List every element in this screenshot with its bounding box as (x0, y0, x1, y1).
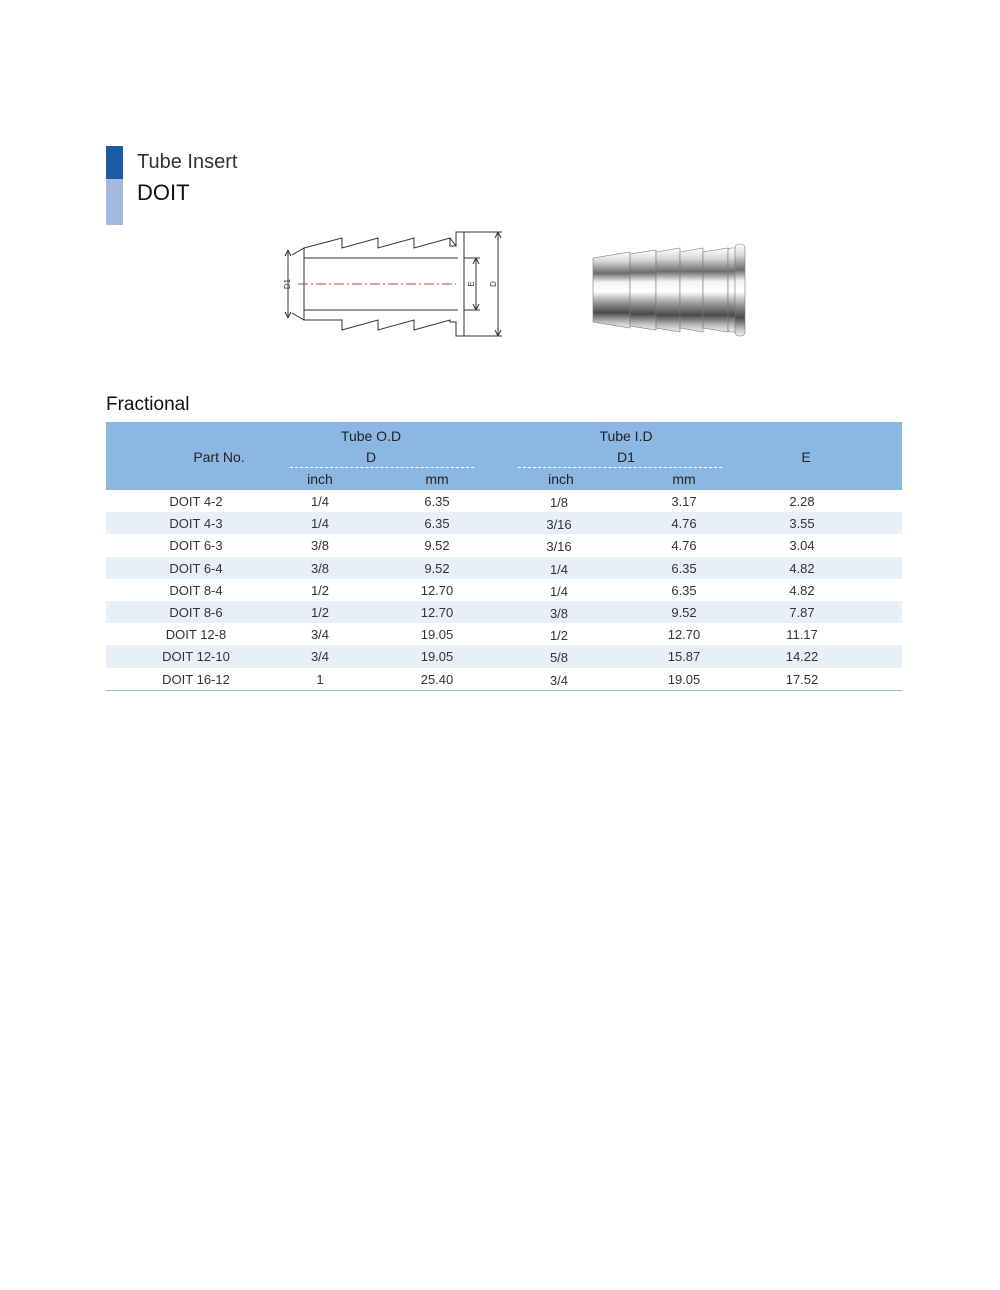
header-id-mm: mm (672, 471, 696, 487)
cell-od-mm: 25.40 (420, 671, 454, 687)
dim-label-e: E (467, 281, 476, 287)
header-od-mm: mm (425, 471, 449, 487)
cell-id-mm: 15.87 (667, 649, 701, 665)
header-tube-id-symbol: D1 (617, 449, 635, 465)
table-row (106, 601, 902, 623)
header-divider-od (290, 467, 474, 468)
table-row (106, 623, 902, 645)
cell-od-inch: 3/4 (310, 649, 330, 665)
product-title: DOIT (137, 180, 190, 205)
cell-part-no: DOIT 4-3 (169, 516, 223, 532)
table-row (106, 645, 902, 667)
table-row (106, 579, 902, 601)
cell-e: 14.22 (785, 649, 819, 665)
cell-id-inch: 3/16 (546, 539, 572, 555)
header-tube-id: Tube I.D (599, 428, 653, 444)
cell-e: 7.87 (789, 604, 815, 620)
dim-label-d1: D1 (283, 278, 292, 290)
cell-id-mm: 4.76 (671, 516, 697, 532)
header-divider-id (518, 467, 722, 468)
cell-part-no: DOIT 12-8 (165, 627, 227, 643)
cell-od-inch: 1 (316, 671, 324, 687)
cell-id-mm: 19.05 (667, 671, 701, 687)
cell-id-inch: 1/4 (549, 583, 569, 599)
header-tube-od: Tube O.D (340, 428, 402, 444)
cell-id-inch: 1/2 (549, 628, 569, 644)
table-row (106, 557, 902, 579)
cell-e: 4.82 (789, 582, 815, 598)
cell-part-no: DOIT 8-4 (169, 582, 223, 598)
table-body (106, 490, 902, 690)
cell-od-mm: 19.05 (420, 649, 454, 665)
accent-bar-dark (106, 146, 123, 179)
technical-drawing (278, 228, 510, 340)
cell-id-mm: 4.76 (671, 538, 697, 554)
cell-od-mm: 9.52 (424, 538, 450, 554)
cell-id-inch: 5/8 (549, 650, 569, 666)
cell-id-inch: 1/4 (549, 561, 569, 577)
cell-id-inch: 1/8 (549, 495, 569, 510)
cell-od-inch: 1/2 (310, 604, 330, 620)
header-part-no: Part No. (193, 449, 245, 465)
header-od-inch: inch (307, 471, 333, 487)
table-header (106, 422, 902, 490)
cell-od-inch: 1/2 (310, 582, 330, 598)
cell-e: 3.04 (789, 538, 815, 554)
cell-e: 2.28 (789, 494, 815, 509)
cell-od-mm: 6.35 (424, 494, 450, 509)
cell-id-mm: 12.70 (667, 627, 701, 643)
cell-part-no: DOIT 16-12 (162, 671, 230, 687)
table-row (106, 512, 902, 534)
cell-e: 4.82 (789, 560, 815, 576)
cell-e: 17.52 (785, 671, 819, 687)
accent-bar-light (106, 179, 123, 225)
cell-id-mm: 6.35 (671, 582, 697, 598)
cell-part-no: DOIT 12-10 (162, 649, 230, 665)
cell-od-mm: 19.05 (420, 627, 454, 643)
cell-od-inch: 3/8 (310, 538, 330, 554)
spec-table (106, 422, 902, 691)
table-row (106, 490, 902, 512)
cell-id-inch: 3/4 (549, 672, 569, 688)
cell-part-no: DOIT 6-3 (169, 538, 223, 554)
header-e: E (801, 449, 811, 465)
cell-od-inch: 3/8 (310, 560, 330, 576)
cell-id-mm: 6.35 (671, 560, 697, 576)
cell-id-mm: 3.17 (671, 494, 697, 509)
cell-od-inch: 1/4 (310, 516, 330, 532)
cell-od-mm: 12.70 (420, 582, 454, 598)
cell-od-mm: 12.70 (420, 604, 454, 620)
cell-od-mm: 6.35 (424, 516, 450, 532)
cell-od-inch: 1/4 (310, 494, 330, 509)
header-id-inch: inch (548, 471, 574, 487)
cell-part-no: DOIT 8-6 (169, 604, 223, 620)
product-subtitle: Tube Insert (137, 151, 238, 173)
dim-label-d: D (489, 281, 498, 287)
cell-part-no: DOIT 4-2 (169, 494, 223, 509)
section-title: Fractional (106, 394, 190, 415)
cell-od-mm: 9.52 (424, 560, 450, 576)
cell-part-no: DOIT 6-4 (169, 560, 223, 576)
table-row (106, 534, 902, 556)
cell-id-mm: 9.52 (671, 604, 697, 620)
cell-e: 11.17 (786, 627, 818, 643)
cell-id-inch: 3/16 (546, 517, 572, 533)
header-tube-od-symbol: D (365, 449, 377, 465)
cell-e: 3.55 (789, 516, 815, 532)
cell-od-inch: 3/4 (310, 627, 330, 643)
cell-id-inch: 3/8 (549, 605, 569, 621)
table-row (106, 668, 902, 690)
product-photo (585, 238, 755, 342)
